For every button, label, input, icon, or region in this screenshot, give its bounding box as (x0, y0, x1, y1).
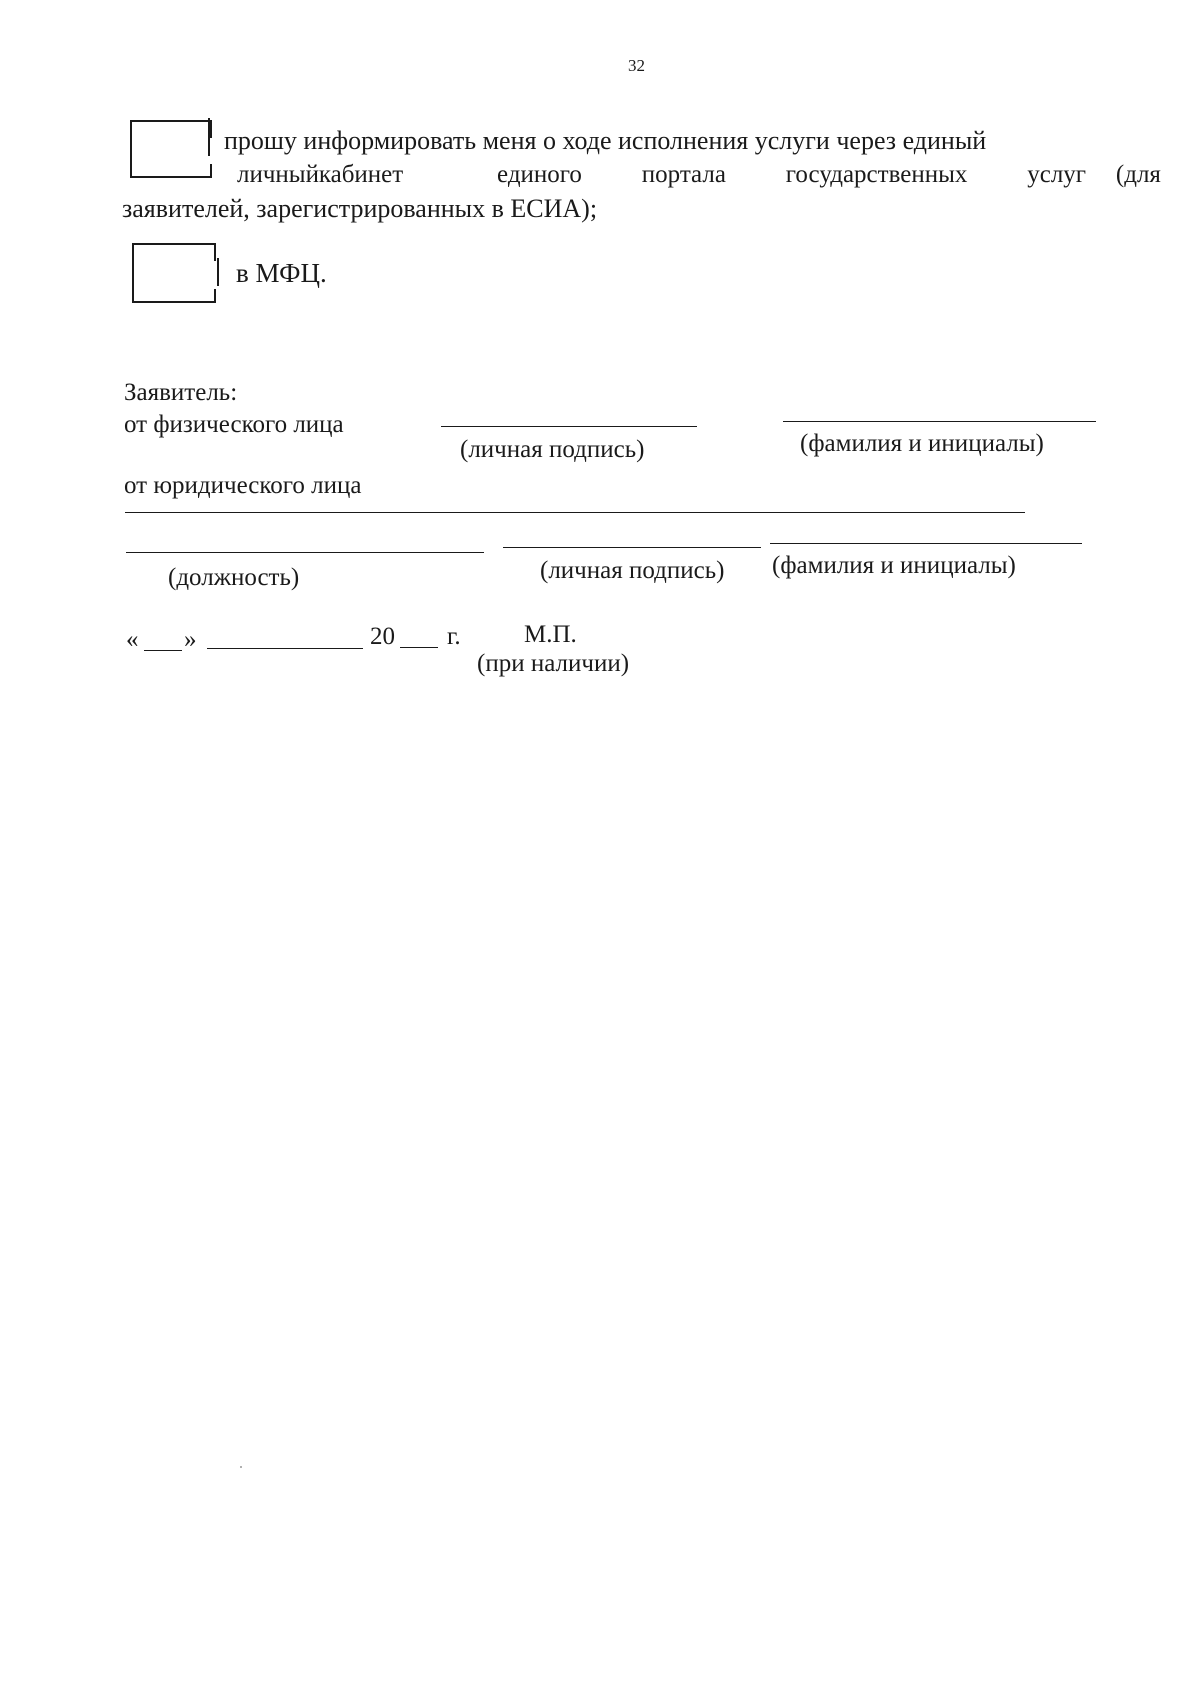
applicant-heading: Заявитель: (124, 379, 238, 406)
date-open-quote: « (126, 626, 139, 653)
date-day-line[interactable] (144, 650, 182, 651)
checkbox-bar-decoration (208, 118, 210, 156)
individual-name-caption: (фамилия и инициалы) (800, 430, 1044, 457)
individual-name-line[interactable] (783, 421, 1096, 422)
date-year-suffix: г. (447, 623, 461, 650)
scan-speck (240, 1466, 242, 1468)
notify-mfc-checkbox[interactable] (132, 243, 214, 303)
date-month-line[interactable] (207, 648, 363, 649)
individual-signature-caption: (личная подпись) (460, 436, 645, 463)
date-year-prefix: 20 (370, 623, 395, 650)
page-number: 32 (628, 56, 645, 75)
notify-portal-text-line1: прошу информировать меня о ходе исполнения услуги через единый (224, 126, 987, 155)
legal-entity-label: от юридического лица (124, 472, 362, 499)
legal-name-line[interactable] (770, 543, 1082, 544)
legal-signature-line[interactable] (503, 547, 761, 548)
stamp-label: М.П. (524, 621, 577, 648)
individual-label: от физического лица (124, 411, 344, 438)
stamp-caption: (при наличии) (477, 650, 630, 677)
notify-mfc-text: в МФЦ. (236, 258, 327, 288)
notify-portal-text-line3: заявителей, зарегистрированных в ЕСИА); (122, 194, 598, 223)
notify-portal-text-line2: личный кабинет единого портала государственных услуг (для (237, 161, 1161, 188)
notify-portal-checkbox[interactable] (130, 120, 210, 178)
legal-name-caption: (фамилия и инициалы) (772, 552, 1016, 579)
legal-signature-caption: (личная подпись) (540, 557, 725, 584)
position-line[interactable] (126, 552, 484, 553)
legal-entity-name-line[interactable] (125, 512, 1025, 513)
date-close-quote: » (184, 626, 197, 653)
position-caption: (должность) (168, 564, 300, 591)
individual-signature-line[interactable] (441, 426, 697, 427)
date-year-line[interactable] (400, 647, 438, 648)
checkbox-bar-decoration (217, 258, 219, 286)
